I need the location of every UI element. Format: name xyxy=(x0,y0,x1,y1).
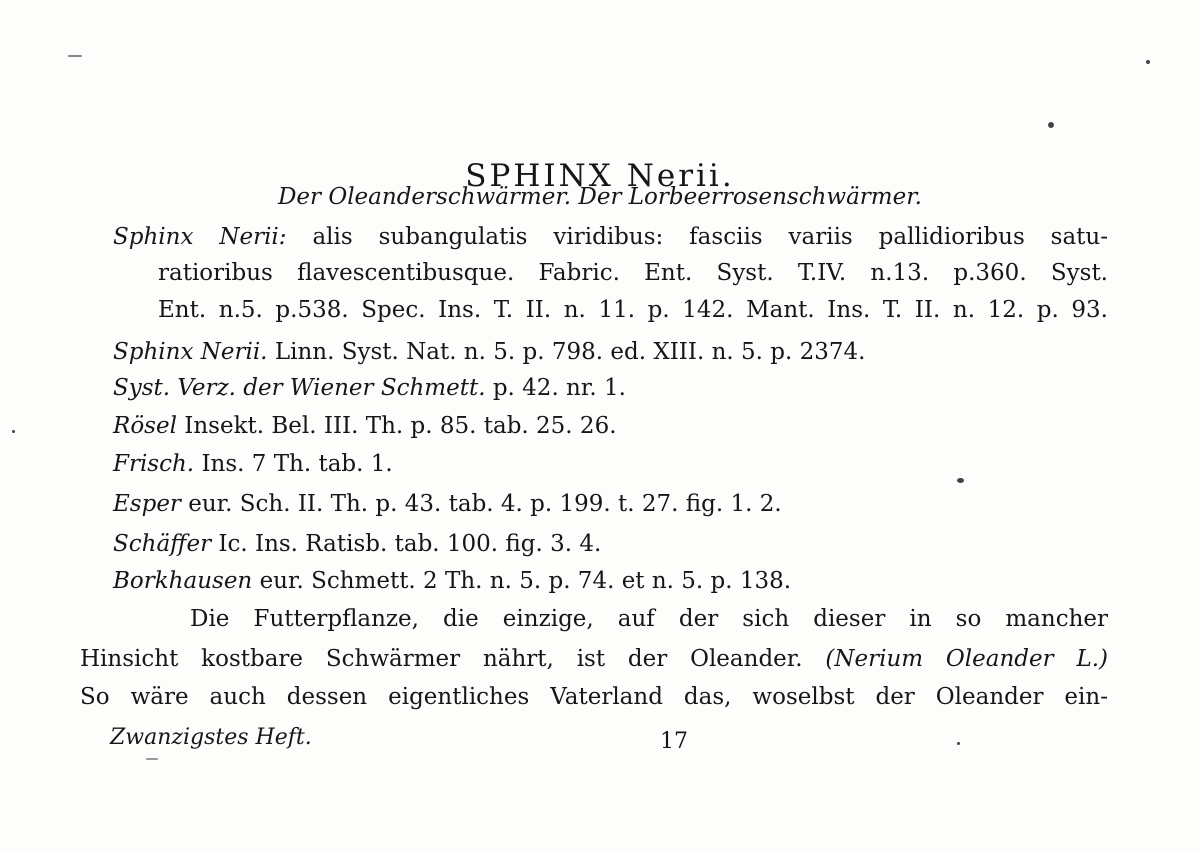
paragraph-line xyxy=(190,608,1108,631)
reference-line xyxy=(113,341,865,364)
ink-speck xyxy=(68,55,82,57)
paragraph-text: So wäre auch dessen eigentliches Vaterland das, woselbst der Oleander ein- xyxy=(80,684,1108,710)
ink-speck xyxy=(146,758,158,760)
reference-line xyxy=(113,226,1108,249)
ink-speck xyxy=(957,478,964,483)
page-number: 17 xyxy=(660,729,688,754)
reference-text: eur. Sch. II. Th. p. 43. tab. 4. p. 199. t. 27. fig. 1. 2. xyxy=(188,491,782,517)
reference-line xyxy=(158,299,1108,322)
reference-lead: Sphinx Nerii: xyxy=(113,224,287,250)
reference-line xyxy=(113,570,791,593)
reference-lead: Sphinx Nerii. xyxy=(113,339,268,365)
ink-speck xyxy=(1048,122,1054,128)
reference-text: Ent. n.5. p.538. Spec. Ins. T. II. n. 11. p. 142. Mant. Ins. T. II. n. 12. p. 93. xyxy=(158,297,1108,323)
reference-text: Linn. Syst. Nat. n. 5. p. 798. ed. XIII. n. 5. p. 2374. xyxy=(274,339,866,365)
reference-line xyxy=(113,415,617,438)
reference-text: eur. Schmett. 2 Th. n. 5. p. 74. et n. 5. p. 138. xyxy=(259,568,792,594)
reference-line xyxy=(158,262,1108,285)
reference-lead: Esper xyxy=(113,491,181,517)
reference-text: Ins. 7 Th. tab. 1. xyxy=(201,451,393,477)
reference-text: ratioribus flavescentibusque. Fabric. Ent. Syst. T.IV. n.13. p.360. Syst. xyxy=(158,260,1108,286)
reference-line xyxy=(113,377,626,400)
reference-line xyxy=(113,493,782,516)
reference-text: Insekt. Bel. III. Th. p. 85. tab. 25. 26. xyxy=(184,413,617,439)
ink-speck xyxy=(1146,60,1150,64)
ink-speck xyxy=(957,742,960,745)
paragraph-text: Hinsicht kostbare Schwärmer nährt, ist der Oleander. xyxy=(80,646,803,672)
reference-lead: Schäffer xyxy=(113,531,212,557)
page-title: SPHINX Nerii. xyxy=(465,157,735,194)
reference-lead: Rösel xyxy=(113,413,177,439)
paragraph-line xyxy=(80,686,1108,709)
reference-line xyxy=(113,453,393,476)
reference-line xyxy=(113,533,601,556)
signature-mark: Zwanzigstes Heft. xyxy=(110,725,312,750)
reference-lead: Frisch. xyxy=(113,451,195,477)
page-subtitle: Der Oleanderschwärmer. Der Lorbeerrosenschwärmer. xyxy=(277,184,922,210)
reference-text: Ic. Ins. Ratisb. tab. 100. fig. 3. 4. xyxy=(218,531,602,557)
reference-text: p. 42. nr. 1. xyxy=(492,375,626,401)
paragraph-italic-tail: (Nerium Oleander L.) xyxy=(825,646,1108,672)
reference-text: alis subangulatis viridibus: fasciis variis pallidioribus satu- xyxy=(312,224,1109,250)
paragraph-line xyxy=(80,648,1108,671)
reference-lead: Borkhausen xyxy=(113,568,253,594)
paragraph-text: Die Futterpflanze, die einzige, auf der sich dieser in so mancher xyxy=(190,606,1108,632)
ink-speck xyxy=(12,430,15,433)
reference-lead: Syst. Verz. der Wiener Schmett. xyxy=(113,375,486,401)
